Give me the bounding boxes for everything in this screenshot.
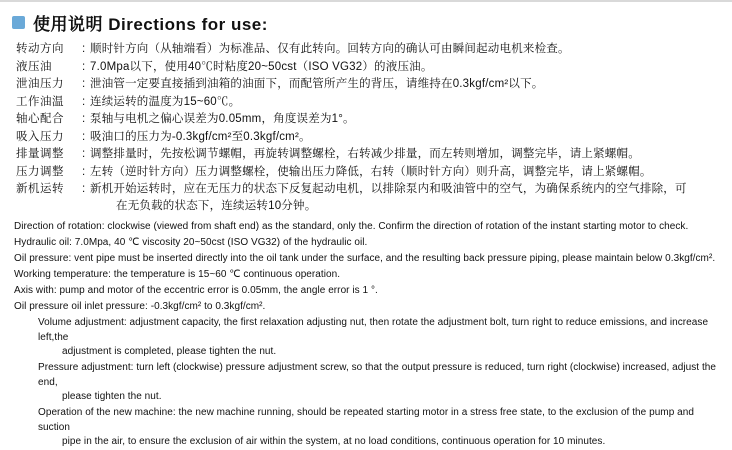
instruction-label: 新机运转 <box>16 183 64 195</box>
instruction-label: 吸入压力 <box>16 130 64 143</box>
instruction-row <box>16 146 722 163</box>
instruction-row <box>16 181 722 214</box>
english-line-text: Operation of the new machine: the new machine running, should be repeated starting motor in a stress free state, to the exclusion of the pump and suction <box>38 407 694 433</box>
english-line: Axis with: pump and motor of the eccentric error is 0.05mm, the angle error is 1 °. <box>14 285 378 296</box>
instruction-row <box>16 164 722 181</box>
label-colon: : <box>82 113 86 125</box>
instruction-text: 左转（逆时针方向）压力调整螺栓，使输出压力降低，右转（顺时针方向）则升高，调整完毕，请上紧螺帽。 <box>90 165 652 178</box>
instruction-text-line2: 在无负载的状态下，连续运转10分钟。 <box>116 199 317 212</box>
chinese-instructions <box>16 41 722 214</box>
instruction-label: 工作油温 <box>16 95 64 108</box>
top-divider <box>0 0 732 2</box>
english-line-cont: please tighten the nut. <box>62 391 162 402</box>
instruction-label: 泄油压力 <box>16 78 64 90</box>
instruction-text: 泄油管一定要直接插到油箱的油面下，而配管所产生的背压，请维持在0.3kgf/cm²以下。 <box>90 78 544 90</box>
label-colon: : <box>82 95 86 108</box>
english-line-text: Volume adjustment: adjustment capacity, the first relaxation adjusting nut, then rotate the adjustment bolt, turn right to reduce emissions, and increase left,the <box>38 317 709 343</box>
instruction-text: 连续运转的温度为15~60℃。 <box>90 95 241 108</box>
english-line <box>14 316 722 360</box>
instruction-label: 液压油 <box>16 60 52 73</box>
instruction-text <box>90 181 722 214</box>
english-line: Direction of rotation: clockwise (viewed from shaft end) as the standard, only the. Confirm the direction of rotation of the instant starting motor to check. <box>14 221 689 232</box>
instruction-text: 泵轴与电机之偏心误差为0.05mm，角度误差为1°。 <box>90 113 355 125</box>
instruction-row <box>16 129 722 146</box>
instruction-text: 7.0Mpa以下，使用40℃时粘度20~50cst（ISO VG32）的液压油。 <box>90 60 433 73</box>
label-colon: : <box>82 165 86 178</box>
label-colon: : <box>82 148 86 160</box>
instruction-row <box>16 111 722 128</box>
instruction-text: 顺时针方向（从轴端看）为标准品、仅有此转向。回转方向的确认可由瞬间起动电机来检查。 <box>90 43 570 55</box>
label-colon: : <box>82 43 86 55</box>
label-colon: : <box>82 60 86 73</box>
english-line-cont: pipe in the air, to ensure the exclusion of air within the system, at no load conditions, continuous operation for 10 minutes. <box>62 436 606 447</box>
label-colon: : <box>82 78 86 90</box>
english-line: Working temperature: the temperature is 15~60 ℃ continuous operation. <box>14 269 341 280</box>
english-line-cont: adjustment is completed, please tighten the nut. <box>62 346 277 357</box>
page-title-text: 使用说明 Directions for use: <box>33 15 268 34</box>
label-colon: : <box>82 130 86 143</box>
english-line <box>14 361 722 405</box>
instruction-label: 压力调整 <box>16 165 64 178</box>
instruction-row <box>16 59 722 76</box>
english-line: Oil pressure: vent pipe must be inserted directly into the oil tank under the surface, and the resulting back pressure piping, please maintain below 0.3kgf/cm². <box>14 253 716 264</box>
instruction-text: 吸油口的压力为-0.3kgf/cm²至0.3kgf/cm²。 <box>90 130 311 143</box>
english-line: Oil pressure oil inlet pressure: -0.3kgf/cm² to 0.3kgf/cm². <box>14 301 266 312</box>
english-line <box>14 406 722 450</box>
english-instructions <box>14 220 722 450</box>
label-colon: : <box>82 183 86 195</box>
english-line-text: Pressure adjustment: turn left (clockwise) pressure adjustment screw, so that the output pressure is reduced, turn right (clockwise) increased, adjust the end, <box>38 362 717 388</box>
instruction-text: 调整排量时，先按松调节螺帽，再旋转调整螺栓，右转减少排量，而左转则增加，调整完毕，请上紧螺帽。 <box>90 148 640 160</box>
instruction-label: 轴心配合 <box>16 113 64 125</box>
instruction-row <box>16 41 722 58</box>
instruction-row <box>16 76 722 93</box>
english-line: Hydraulic oil: 7.0Mpa, 40 ℃ viscosity 20~50cst (ISO VG32) of the hydraulic oil. <box>14 237 368 248</box>
instruction-text-line1: 新机开始运转时，应在无压力的状态下反复起动电机，以排除泵内和吸油管中的空气，为确保系统内的空气排除，可 <box>90 183 687 195</box>
instruction-label: 转动方向 <box>16 43 64 55</box>
instruction-label: 排量调整 <box>16 148 64 160</box>
page-title <box>12 10 722 35</box>
instruction-row <box>16 94 722 111</box>
bullet-square-icon <box>12 16 25 29</box>
